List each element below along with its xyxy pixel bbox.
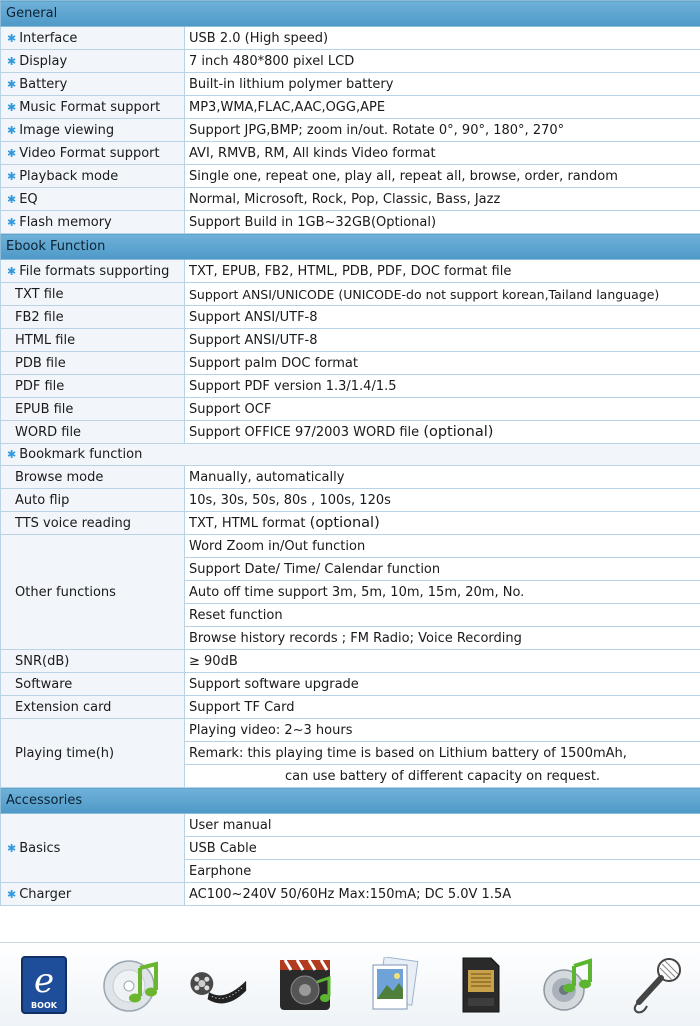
- spec-value: Playing video: 2~3 hours: [185, 719, 700, 742]
- spec-label: Image viewing: [19, 123, 114, 138]
- spec-label: Software: [1, 673, 185, 696]
- image-viewer-icon: [364, 955, 424, 1015]
- bullet-icon: ✱: [7, 193, 16, 206]
- spec-value: 7 inch 480*800 pixel LCD: [185, 50, 700, 73]
- spec-label: Playing time(h): [1, 719, 185, 788]
- bullet-icon: ✱: [7, 265, 16, 278]
- spec-row: [1, 444, 700, 466]
- spec-label: Display: [19, 54, 67, 69]
- spec-row: [1, 696, 700, 719]
- spec-value: Support Build in 1GB~32GB(Optional): [185, 211, 700, 234]
- ebook-icon: [14, 955, 74, 1015]
- bullet-icon: ✱: [7, 78, 16, 91]
- spec-value: Reset function: [185, 604, 700, 627]
- spec-row: [1, 489, 700, 512]
- spec-value: Support TF Card: [185, 696, 700, 719]
- spec-value: Support ANSI/UNICODE (UNICODE-do not support korean,Tailand language): [185, 283, 700, 306]
- spec-value-note: (optional): [423, 424, 493, 440]
- spec-label: Charger: [19, 887, 71, 902]
- bullet-icon: ✱: [7, 842, 16, 855]
- spec-row: [1, 306, 700, 329]
- bullet-icon: ✱: [7, 170, 16, 183]
- spec-row: [1, 165, 700, 188]
- spec-row: [1, 188, 700, 211]
- bullet-icon: ✱: [7, 888, 16, 901]
- bullet-icon: ✱: [7, 101, 16, 114]
- spec-value: Support palm DOC format: [185, 352, 700, 375]
- spec-value: ≥ 90dB: [185, 650, 700, 673]
- spec-value-note: (optional): [310, 515, 380, 531]
- spec-value: AC100~240V 50/60Hz Max:150mA; DC 5.0V 1.5A: [185, 883, 700, 906]
- spec-value: Support Date/ Time/ Calendar function: [185, 558, 700, 581]
- spec-value: Browse history records ; FM Radio; Voice Recording: [185, 627, 700, 650]
- spec-row: [1, 883, 700, 906]
- feature-icon-strip: [0, 942, 700, 1026]
- section-title: Ebook Function: [1, 234, 700, 260]
- bullet-icon: ✱: [7, 448, 16, 461]
- spec-label: File formats supporting: [19, 264, 169, 279]
- spec-value: 10s, 30s, 50s, 80s , 100s, 120s: [185, 489, 700, 512]
- section-header-accessories: [1, 788, 700, 814]
- spec-row: [1, 96, 700, 119]
- spec-label: Other functions: [1, 535, 185, 650]
- spec-value: MP3,WMA,FLAC,AAC,OGG,APE: [185, 96, 700, 119]
- spec-row: [1, 512, 700, 535]
- section-header-ebook: [1, 234, 700, 260]
- speaker-music-icon: [539, 955, 599, 1015]
- spec-value: USB Cable: [185, 837, 700, 860]
- spec-value: Support OCF: [185, 398, 700, 421]
- spec-value: User manual: [185, 814, 700, 837]
- section-title: General: [1, 1, 700, 27]
- spec-row: [1, 50, 700, 73]
- spec-value: Single one, repeat one, play all, repeat all, browse, order, random: [185, 165, 700, 188]
- spec-value: AVI, RMVB, RM, All kinds Video format: [185, 142, 700, 165]
- tf-card-icon: [451, 955, 511, 1015]
- spec-label: Flash memory: [19, 215, 112, 230]
- spec-row: [1, 466, 700, 489]
- spec-label: Bookmark function: [19, 447, 142, 462]
- spec-value: TXT, HTML format: [189, 516, 306, 531]
- spec-row: [1, 260, 700, 283]
- spec-label: EPUB file: [1, 398, 185, 421]
- spec-row: [1, 673, 700, 696]
- spec-label: Video Format support: [19, 146, 159, 161]
- spec-row: [1, 27, 700, 50]
- spec-value: Support software upgrade: [185, 673, 700, 696]
- spec-label: TTS voice reading: [1, 512, 185, 535]
- ebook-letter: e: [34, 961, 54, 1001]
- spec-value: Support OFFICE 97/2003 WORD file: [189, 425, 419, 440]
- section-title: Accessories: [1, 788, 700, 814]
- spec-row: [1, 814, 700, 837]
- spec-row: [1, 119, 700, 142]
- spec-value: Built-in lithium polymer battery: [185, 73, 700, 96]
- ebook-caption: BOOK: [31, 1001, 58, 1010]
- spec-value: Remark: this playing time is based on Lithium battery of 1500mAh,: [185, 742, 700, 765]
- spec-value: Support PDF version 1.3/1.4/1.5: [185, 375, 700, 398]
- spec-label: Basics: [19, 841, 60, 856]
- spec-value: Support ANSI/UTF-8: [185, 329, 700, 352]
- movie-film-icon: [189, 955, 249, 1015]
- bullet-icon: ✱: [7, 147, 16, 160]
- spec-label: WORD file: [1, 421, 185, 444]
- bullet-icon: ✱: [7, 124, 16, 137]
- spec-value: Support ANSI/UTF-8: [185, 306, 700, 329]
- spec-label: PDF file: [1, 375, 185, 398]
- spec-value: Auto off time support 3m, 5m, 10m, 15m, 20m, No.: [185, 581, 700, 604]
- spec-label: Music Format support: [19, 100, 160, 115]
- section-header-general: [1, 1, 700, 27]
- spec-label: HTML file: [1, 329, 185, 352]
- bullet-icon: ✱: [7, 32, 16, 45]
- bullet-icon: ✱: [7, 55, 16, 68]
- spec-label: Auto flip: [1, 489, 185, 512]
- spec-label: FB2 file: [1, 306, 185, 329]
- spec-label: Browse mode: [1, 466, 185, 489]
- spec-row: [1, 329, 700, 352]
- spec-label: EQ: [19, 192, 37, 207]
- spec-label: Extension card: [1, 696, 185, 719]
- spec-row: [1, 73, 700, 96]
- spec-row: [1, 283, 700, 306]
- spec-row: [1, 375, 700, 398]
- spec-label: SNR(dB): [1, 650, 185, 673]
- spec-label: Battery: [19, 77, 67, 92]
- spec-value: Support JPG,BMP; zoom in/out. Rotate 0°, 90°, 180°, 270°: [185, 119, 700, 142]
- spec-value: USB 2.0 (High speed): [185, 27, 700, 50]
- spec-label: TXT file: [1, 283, 185, 306]
- video-player-icon: [276, 955, 336, 1015]
- spec-label: PDB file: [1, 352, 185, 375]
- bullet-icon: ✱: [7, 216, 16, 229]
- spec-row: [1, 650, 700, 673]
- spec-value: can use battery of different capacity on request.: [185, 765, 700, 788]
- microphone-icon: [626, 955, 686, 1015]
- spec-value: Word Zoom in/Out function: [185, 535, 700, 558]
- spec-label: Interface: [19, 31, 77, 46]
- spec-row: [1, 352, 700, 375]
- spec-row: [1, 211, 700, 234]
- spec-label: Playback mode: [19, 169, 118, 184]
- spec-row: [1, 421, 700, 444]
- music-cd-icon: [101, 955, 161, 1015]
- spec-value: Earphone: [185, 860, 700, 883]
- spec-value: TXT, EPUB, FB2, HTML, PDB, PDF, DOC format file: [185, 260, 700, 283]
- spec-value: Normal, Microsoft, Rock, Pop, Classic, Bass, Jazz: [185, 188, 700, 211]
- spec-row: [1, 142, 700, 165]
- spec-row: [1, 398, 700, 421]
- spec-row: [1, 535, 700, 558]
- spec-row: [1, 719, 700, 742]
- spec-value: Manually, automatically: [185, 466, 700, 489]
